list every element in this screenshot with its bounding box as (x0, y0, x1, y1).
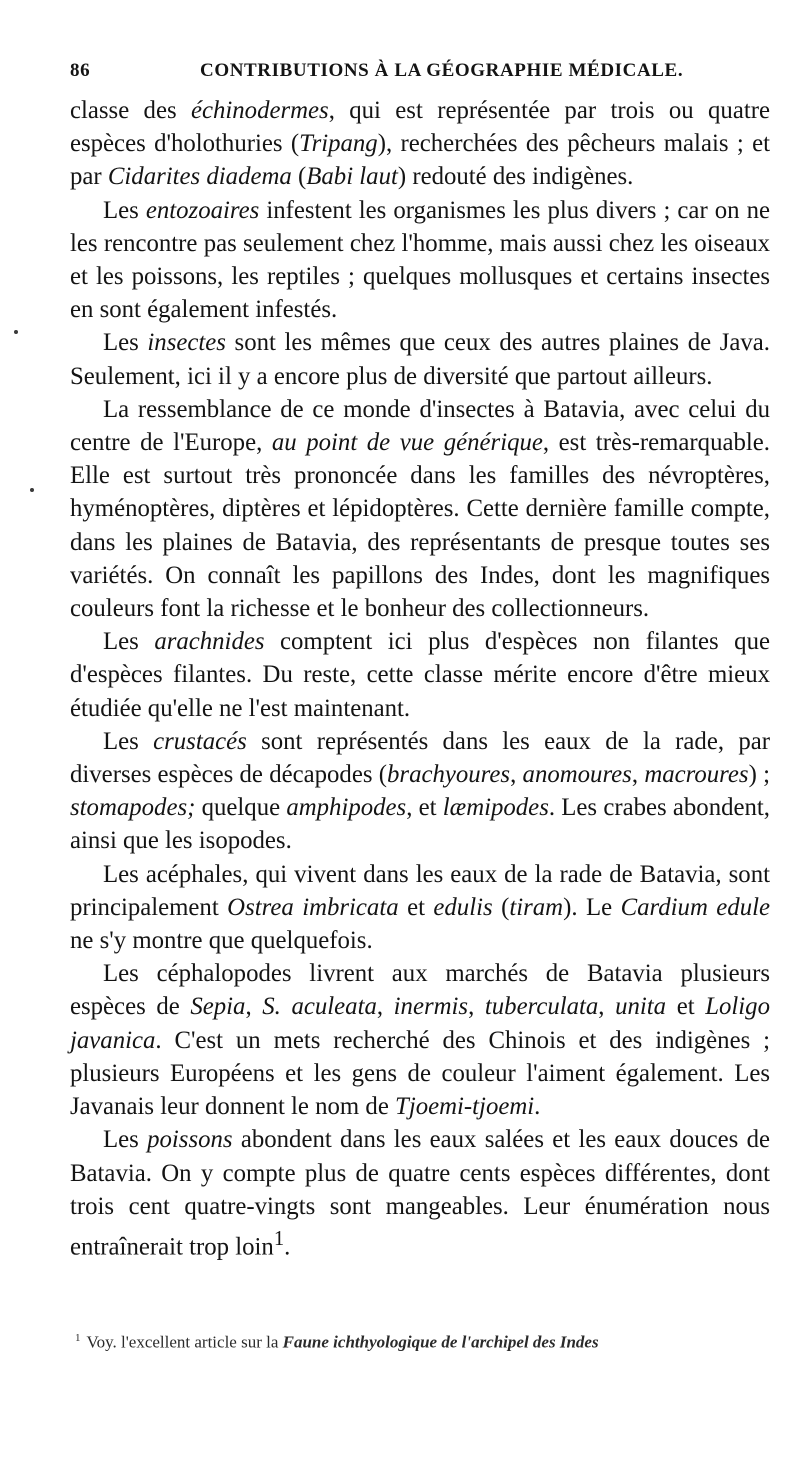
italic-term: Cidarites diadema (107, 163, 292, 191)
italic-term: tuberculata (484, 993, 599, 1021)
italic-term: macroures (644, 761, 749, 789)
running-head (70, 60, 770, 94)
footnote-mark: 1 (75, 1332, 81, 1344)
margin-speck (30, 488, 34, 492)
italic-term: Tjoemi-tjoemi (395, 1093, 535, 1121)
italic-term: stomapodes; (70, 794, 196, 822)
italic-term: Faune ichthyologique de l'archipel des Indes (282, 1332, 599, 1352)
italic-term: anomoures (522, 761, 632, 789)
italic-term: brachyoures (387, 761, 511, 789)
italic-term: insectes (147, 329, 226, 357)
paragraph-entozoaires: Les entozoaires infestent les organismes les plus divers ; car on ne les rencontre pas seulement chez l'homme, mais aussi chez les oiseaux et les poissons, les reptiles ; quelques mollusques et certains insectes en sont également infestés. (70, 196, 770, 324)
page-number: 86 (70, 60, 91, 81)
italic-term: edulis (433, 893, 493, 921)
italic-term: amphipodes (286, 794, 407, 822)
page (70, 60, 770, 1263)
body-text (70, 94, 770, 1263)
italic-term: Tripang (299, 130, 378, 158)
italic-term: Loligo javanica (70, 993, 770, 1054)
italic-term: tiram (509, 893, 564, 921)
italic-term: Cardium edule (620, 893, 770, 921)
margin-speck (14, 330, 18, 334)
paragraph-acephales: Les acéphales, qui vivent dans les eaux de la rade de Batavia, sont principalement Ostrea imbricata et edulis (tiram). Le Cardium edule ne s'y montre que quelquefois. (70, 860, 770, 955)
italic-term: S. aculeata (262, 993, 377, 1021)
italic-term: entozoaires (145, 196, 260, 224)
paragraph-poissons: Les poissons abondent dans les eaux salées et les eaux douces de Batavia. On y compte plus de quatre cents espèces différentes, dont trois cent quatre-vingts sont mangeables. Leur énumération nous entraînerait trop loin$^1$. (70, 1126, 770, 1261)
paragraph-echinodermes: classe des échinodermes, qui est représentée par trois ou quatre espèces d'holothuries (Tripang), recherchées des pêcheurs malais ; et par Cidarites diadema (Babi laut) redouté des indigènes. (70, 97, 770, 191)
italic-term: échinodermes (190, 97, 329, 124)
italic-term: poissons (147, 1126, 233, 1154)
italic-term: au point de vue générique (271, 429, 543, 457)
paragraph-crustaces: Les crustacés sont représentés dans les eaux de la rade, par diverses espèces de décapodes (brachyoures, anomoures, macroures) ; stomapodes; quelque amphipodes, et læmipodes. Les crabes abondent, ainsi que les isopodes. (70, 727, 770, 855)
footnote: $^1$ Voy. l'excellent article sur la Faune ichthyologique de l'archipel des Indes (75, 1332, 599, 1352)
italic-term: Sepia (190, 993, 246, 1021)
running-title: CONTRIBUTIONS À LA GÉOGRAPHIE MÉDICALE. (200, 60, 684, 81)
footnote-reference: 1 (273, 1227, 285, 1250)
paragraph-arachnides: Les arachnides comptent ici plus d'espèces non filantes que d'espèces filantes. Du reste, cette classe mérite encore d'être mieux étudiée qu'elle ne l'est maintenant. (70, 628, 770, 722)
italic-term: læmipodes (442, 794, 549, 822)
italic-term: crustacés (153, 727, 247, 755)
italic-term: arachnides (154, 628, 265, 656)
paragraph-cephalopodes: Les céphalopodes livrent aux marchés de Batavia plusieurs espèces de Sepia, S. aculeata, inermis, tuberculata, unita et Loligo javanica. C'est un mets recherché des Chinois et des indigènes ; plusieurs Européens et les gens de couleur l'aiment également. Les Javanais leur donnent le nom de Tjoemi-tjoemi. (70, 960, 770, 1121)
paragraph-insectes: Les insectes sont les mêmes que ceux des autres plaines de Java. Seulement, ici il y a encore plus de diversité que partout ailleurs. (70, 329, 770, 390)
italic-term: inermis (393, 993, 469, 1021)
italic-term: unita (615, 993, 667, 1021)
paragraph-ressemblance: La ressemblance de ce monde d'insectes à Batavia, avec celui du centre de l'Europe, au point de vue générique, est très-remarquable. Elle est surtout très prononcée dans les familles des névroptères, hyménoptères, diptères et lépidoptères. Cette dernière famille compte, dans les plaines de Batavia, des représentants de presque toutes ses variétés. On connaît les papillons des Indes, dont les magnifiques couleurs font la richesse et le bonheur des collectionneurs. (70, 395, 770, 623)
italic-term: Ostrea imbricata (227, 893, 399, 921)
italic-term: Babi laut (306, 163, 398, 191)
